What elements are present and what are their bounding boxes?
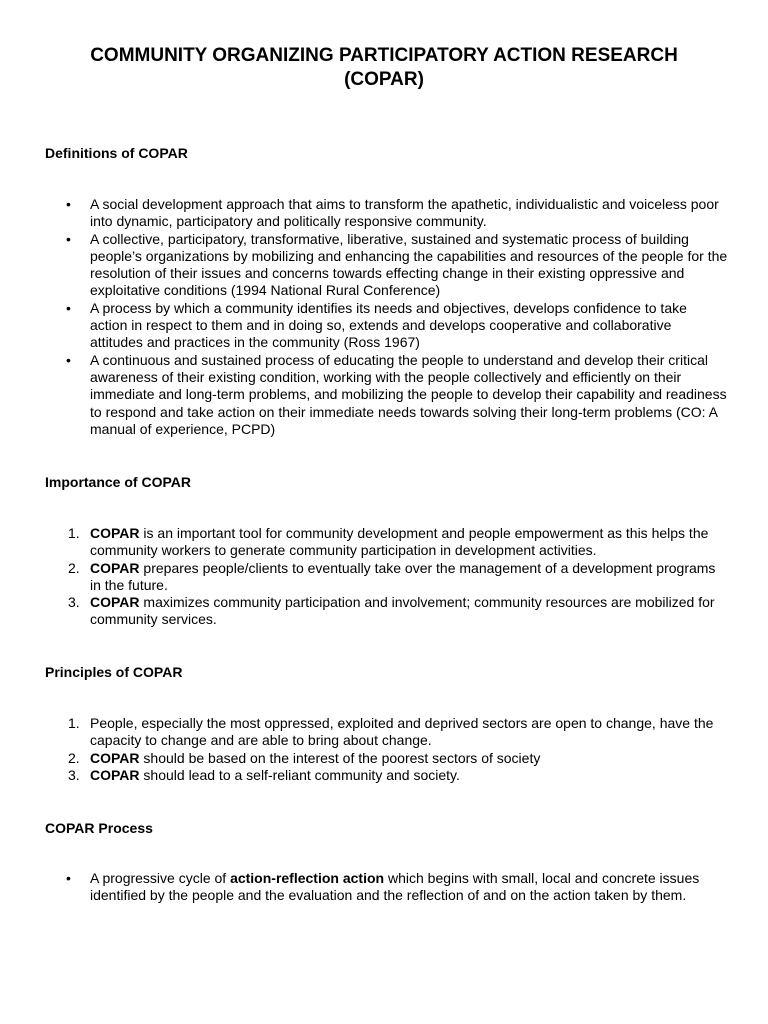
bullet-icon: • xyxy=(66,351,71,368)
bullet-icon: • xyxy=(66,299,71,316)
item-bold-term: COPAR xyxy=(90,559,140,576)
list-item xyxy=(0,715,768,750)
item-text: is an important tool for community development and people empowerment as this helps the community workers to generate community participation in development activities. xyxy=(90,525,709,559)
principles-heading: Principles of COPAR xyxy=(45,664,183,680)
bullet-icon: • xyxy=(66,870,71,886)
definitions-list xyxy=(0,196,768,438)
list-item xyxy=(0,196,768,231)
list-item xyxy=(0,594,768,629)
item-bold-term: COPAR xyxy=(90,749,140,766)
title-line-2: (COPAR) xyxy=(344,69,424,90)
process-heading: COPAR Process xyxy=(45,820,153,836)
item-text: which begins with small, local and concrete issues identified by the people and the evaluation and the reflection of and on the action taken by them. xyxy=(90,870,700,904)
item-bold-term: COPAR xyxy=(90,766,140,783)
item-number: 2. xyxy=(68,559,80,576)
item-number: 3. xyxy=(68,594,80,611)
item-text: should be based on the interest of the poorest sectors of society xyxy=(139,749,541,766)
item-bold-term: action-reflection action xyxy=(230,870,385,886)
list-item xyxy=(0,525,768,560)
definition-text: A process by which a community identifies its needs and objectives, develops confidence to take action in respect to them and in doing so, extends and develops cooperative and collaborative attitudes and practices in the community (Ross 1967) xyxy=(90,299,687,351)
item-text: should lead to a self-reliant community and society. xyxy=(139,766,460,783)
item-text: maximizes community participation and involvement; community resources are mobilized for community services. xyxy=(90,594,715,628)
item-number: 1. xyxy=(68,715,80,731)
list-item xyxy=(0,870,768,905)
process-list xyxy=(0,870,768,905)
importance-list xyxy=(0,525,768,629)
page-title xyxy=(40,44,728,92)
list-item xyxy=(0,352,768,438)
item-text: People, especially the most oppressed, exploited and deprived sectors are open to change, have the capacity to change and are able to bring about change. xyxy=(90,715,714,749)
importance-heading: Importance of COPAR xyxy=(45,474,191,490)
list-item xyxy=(0,767,768,784)
principles-list xyxy=(0,715,768,784)
bullet-icon: • xyxy=(66,230,71,247)
list-item xyxy=(0,231,768,300)
bullet-icon: • xyxy=(66,196,71,212)
item-number: 1. xyxy=(68,525,80,541)
item-text: A progressive cycle of xyxy=(90,870,231,886)
definitions-heading: Definitions of COPAR xyxy=(45,145,188,161)
definition-text: A collective, participatory, transformative, liberative, sustained and systematic process of building people’s organizations by mobilizing and enhancing the capabilities and resources of the people for the resolution of their issues and concerns towards effecting change in their existing oppressive and exploitative conditions (1994 National Rural Conference) xyxy=(90,230,728,299)
definition-text: A continuous and sustained process of educating the people to understand and develop their critical awareness of their existing condition, working with the people collectively and efficiently on their immediate and long-term problems, and mobilizing the people to develop their capability and readiness to respond and take action on their immediate needs towards solving their long-term problems (CO: A manual of experience, PCPD) xyxy=(90,351,727,437)
item-bold-term: COPAR xyxy=(90,594,140,611)
list-item xyxy=(0,750,768,767)
title-line-1: COMMUNITY ORGANIZING PARTICIPATORY ACTION RESEARCH xyxy=(90,45,678,66)
item-bold-term: COPAR xyxy=(90,525,140,541)
item-number: 2. xyxy=(68,749,80,766)
item-number: 3. xyxy=(68,766,80,783)
item-text: prepares people/clients to eventually take over the management of a development programs in the future. xyxy=(90,559,716,593)
definition-text: A social development approach that aims to transform the apathetic, individualistic and voiceless poor into dynamic, participatory and politically responsive community. xyxy=(90,196,719,230)
list-item xyxy=(0,300,768,352)
list-item xyxy=(0,560,768,595)
